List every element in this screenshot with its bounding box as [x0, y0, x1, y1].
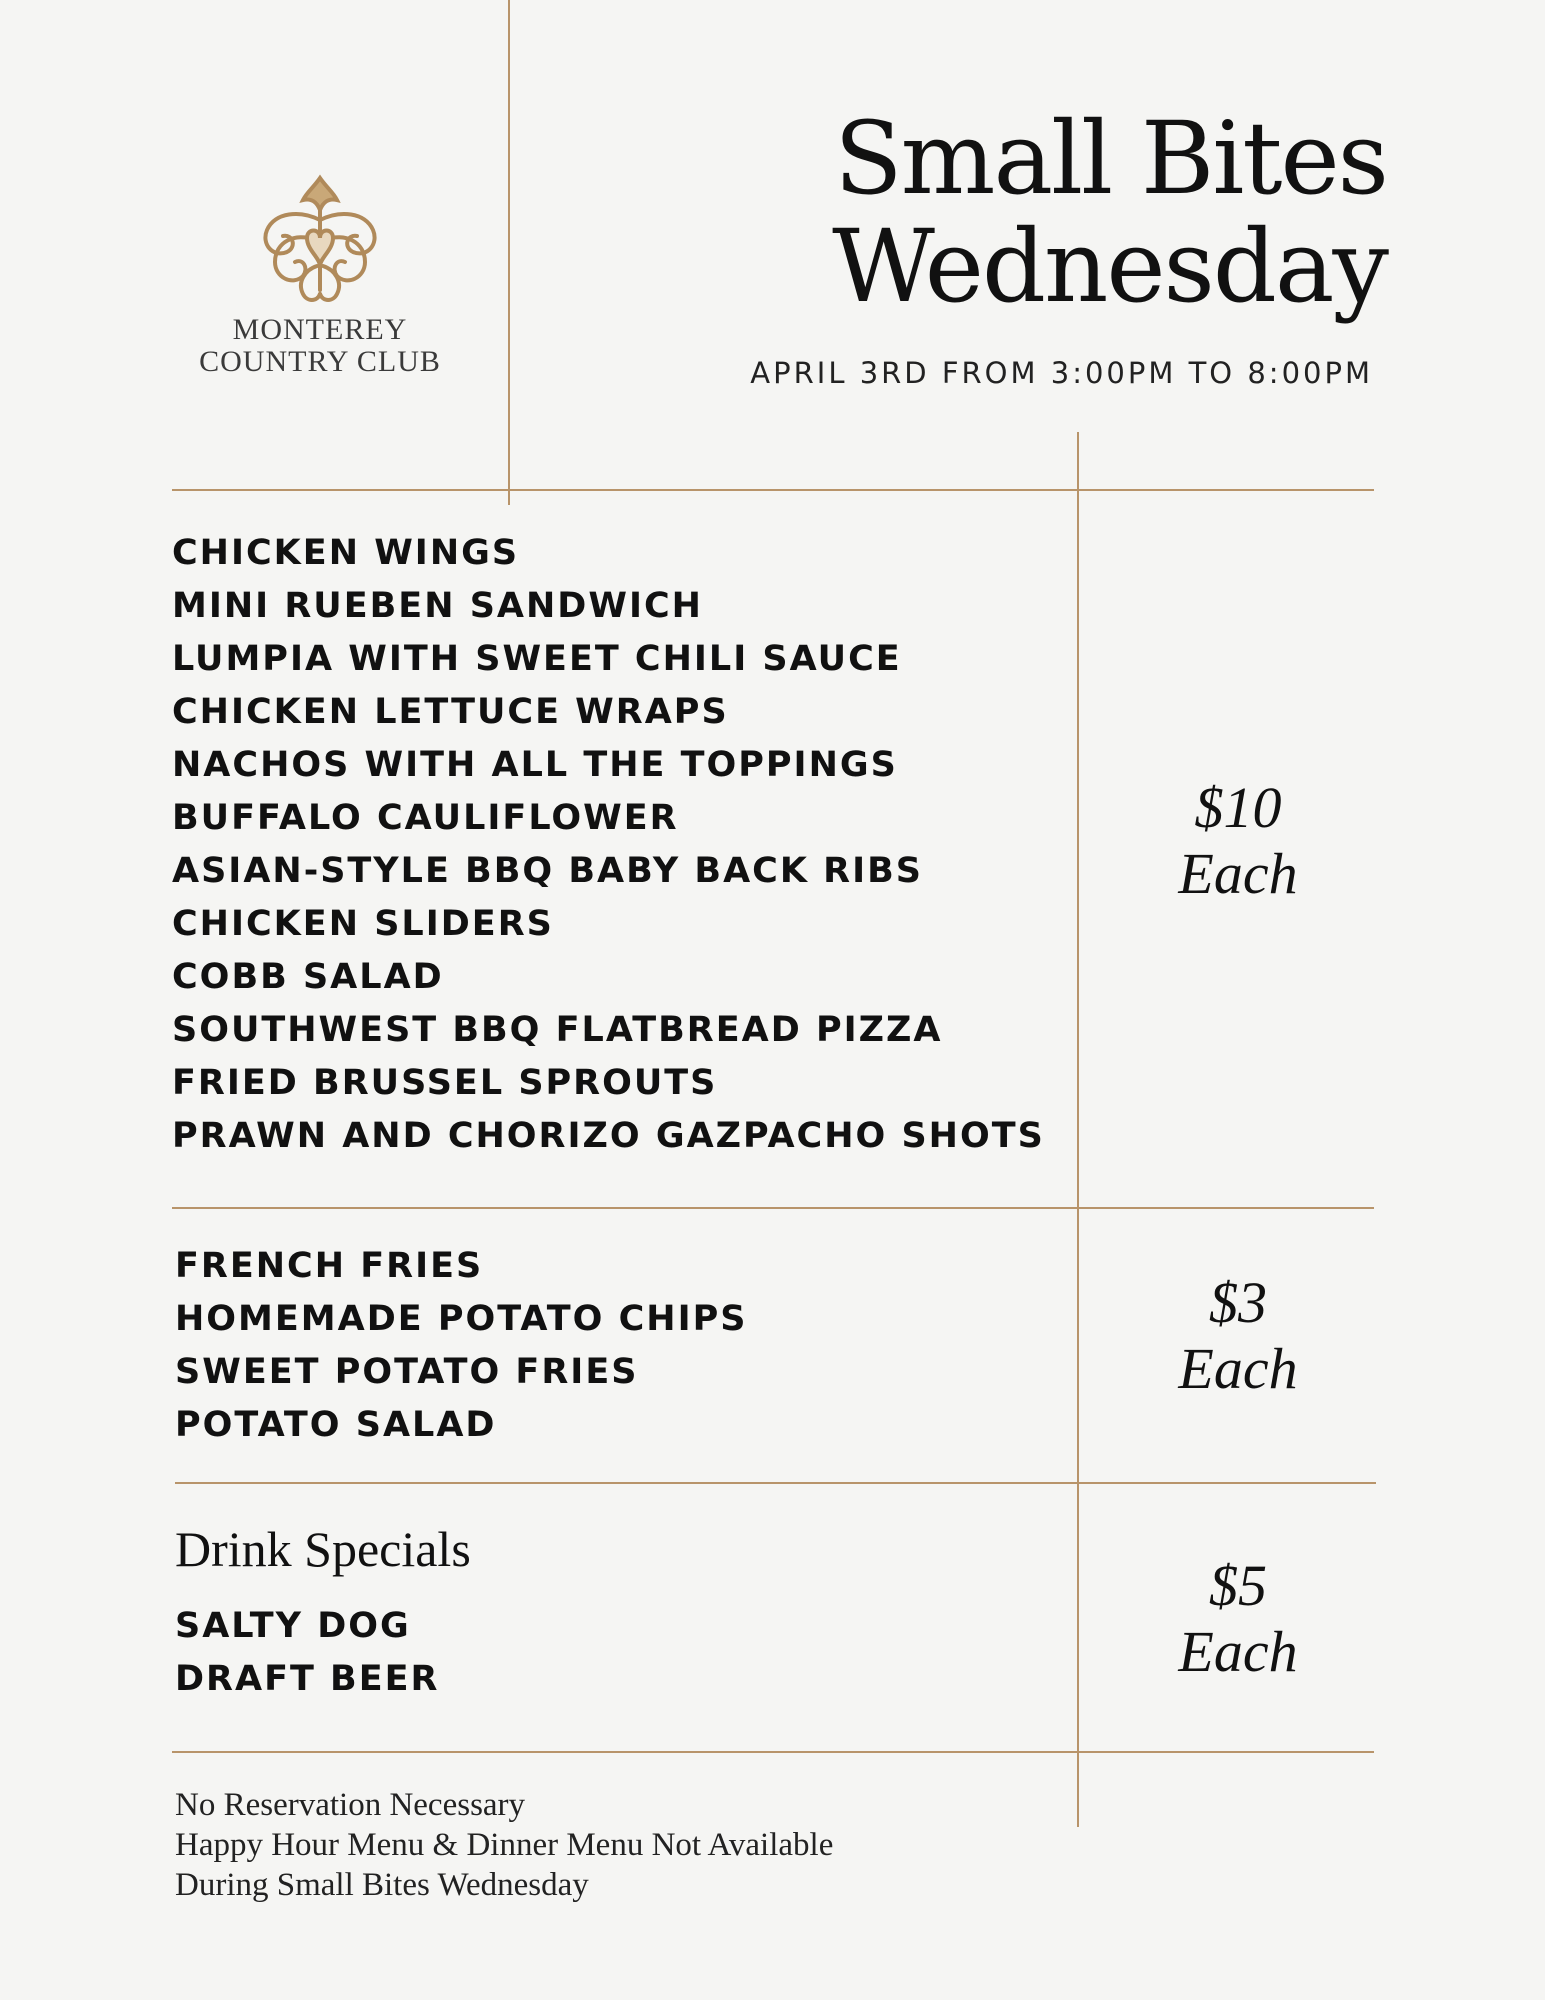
sides-price	[1118, 1270, 1358, 1402]
list-item: ASIAN-STYLE BBQ BABY BACK RIBS	[172, 851, 924, 891]
event-date-time: APRIL 3RD FROM 3:00PM TO 8:00PM	[750, 356, 1373, 390]
list-item: CHICKEN WINGS	[172, 533, 520, 573]
footer-line-3: During Small Bites Wednesday	[175, 1867, 589, 1903]
drink-specials-heading: Drink Specials	[175, 1521, 471, 1577]
list-item: COBB SALAD	[172, 957, 444, 997]
header-rule	[172, 489, 1374, 491]
ornament-crest-icon	[245, 170, 395, 310]
small-bites-price	[1118, 775, 1358, 907]
list-item: SALTY DOG	[175, 1606, 411, 1646]
price-amount: $5	[1209, 1553, 1267, 1618]
section-rule-1	[172, 1207, 1374, 1209]
price-unit: Each	[1178, 841, 1298, 906]
list-item: PRAWN AND CHORIZO GAZPACHO SHOTS	[172, 1116, 1045, 1156]
sides-list	[175, 1240, 747, 1452]
title-line-1: Small Bites	[834, 100, 1387, 217]
list-item: CHICKEN LETTUCE WRAPS	[172, 692, 729, 732]
list-item: DRAFT BEER	[175, 1659, 440, 1699]
list-item: SOUTHWEST BBQ FLATBREAD PIZZA	[172, 1010, 943, 1050]
logo-line-2: COUNTRY CLUB	[199, 345, 441, 378]
title-line-2: Wednesday	[832, 208, 1387, 325]
list-item: MINI RUEBEN SANDWICH	[172, 586, 703, 626]
list-item: SWEET POTATO FRIES	[175, 1352, 639, 1392]
list-item: HOMEMADE POTATO CHIPS	[175, 1299, 748, 1339]
page-title	[832, 100, 1387, 325]
footer-line-1: No Reservation Necessary	[175, 1787, 526, 1823]
list-item: LUMPIA WITH SWEET CHILI SAUCE	[172, 639, 902, 679]
footer-notes	[175, 1785, 833, 1905]
list-item: FRENCH FRIES	[175, 1246, 484, 1286]
price-amount: $10	[1194, 775, 1282, 840]
drinks-list	[175, 1600, 440, 1706]
section-rule-2	[175, 1482, 1376, 1484]
price-unit: Each	[1178, 1336, 1298, 1401]
section-rule-3	[172, 1751, 1374, 1753]
list-item: CHICKEN SLIDERS	[172, 904, 554, 944]
logo-vertical-divider	[508, 0, 510, 505]
footer-line-2: Happy Hour Menu & Dinner Menu Not Available	[175, 1827, 834, 1863]
price-column-divider	[1077, 432, 1079, 1827]
drinks-price	[1118, 1553, 1358, 1685]
list-item: BUFFALO CAULIFLOWER	[172, 798, 679, 838]
list-item: FRIED BRUSSEL SPROUTS	[172, 1063, 718, 1103]
club-logo	[170, 170, 470, 390]
price-amount: $3	[1209, 1270, 1267, 1335]
list-item: POTATO SALAD	[175, 1405, 497, 1445]
list-item: NACHOS WITH ALL THE TOPPINGS	[172, 745, 898, 785]
price-unit: Each	[1178, 1619, 1298, 1684]
logo-line-1: MONTEREY	[232, 313, 408, 346]
small-bites-list	[172, 527, 1045, 1163]
